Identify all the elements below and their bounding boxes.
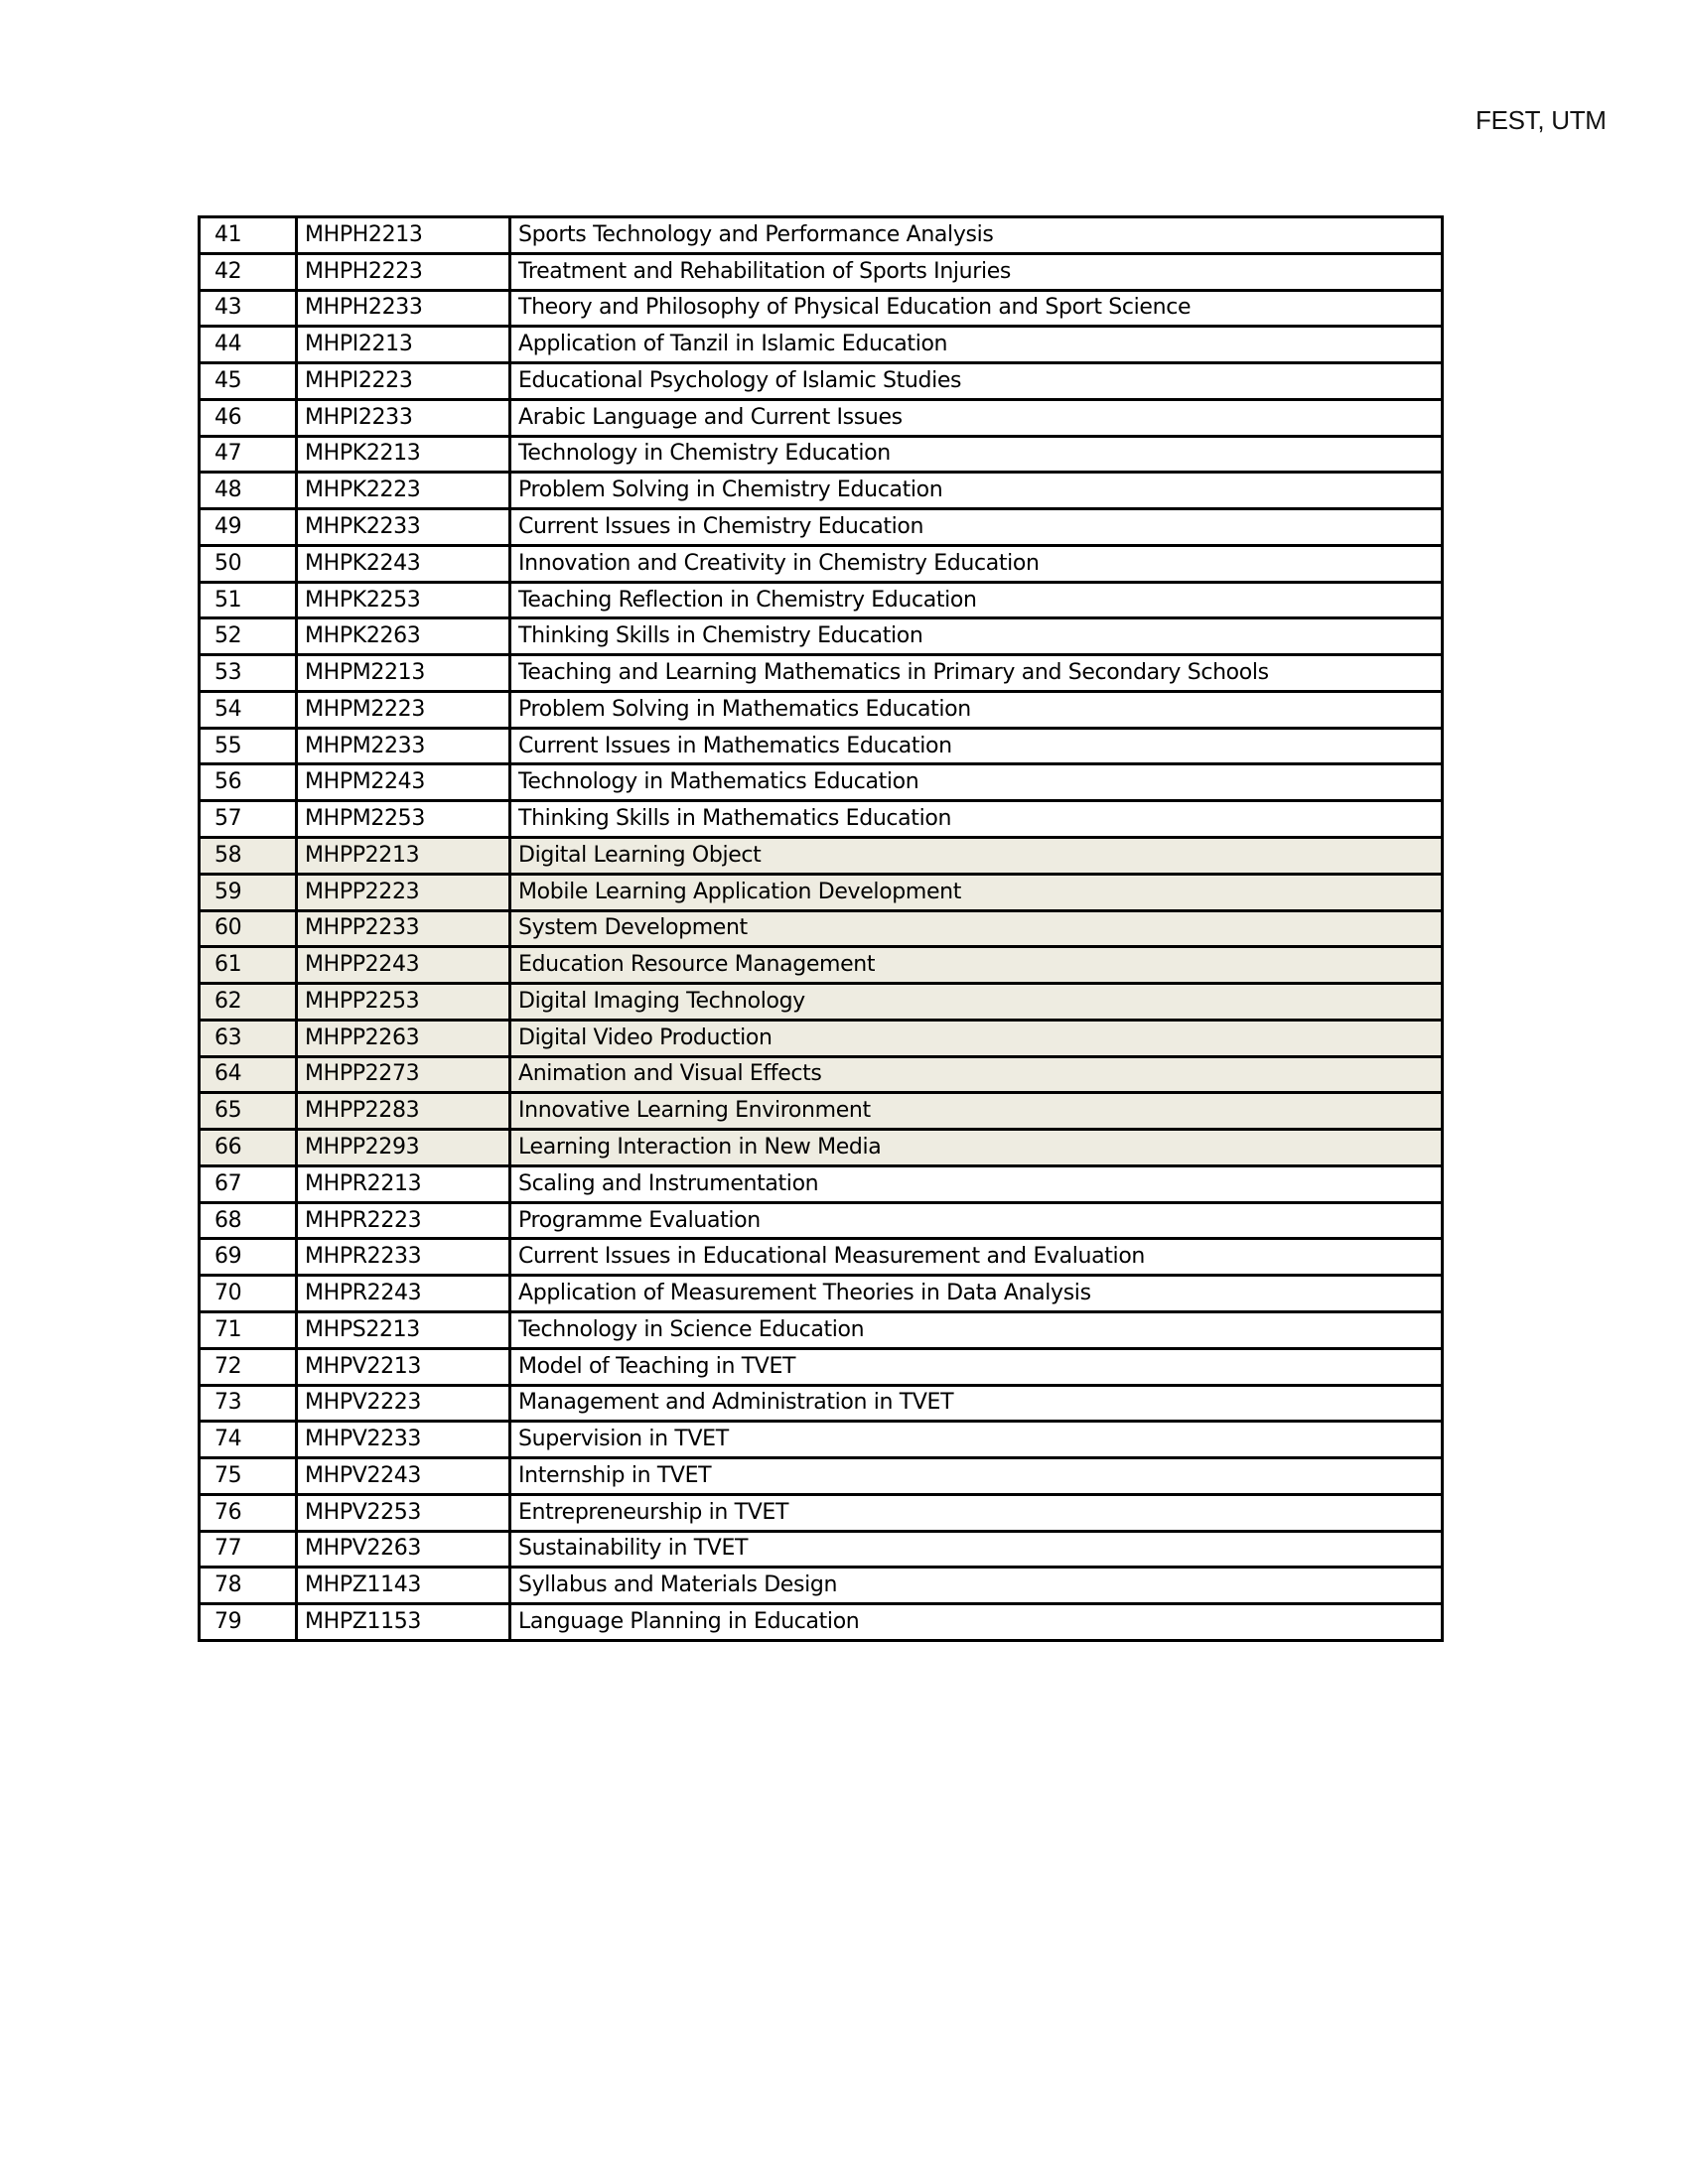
course-name: Teaching and Learning Mathematics in Primary and Secondary Schools — [510, 655, 1443, 692]
table-row — [200, 764, 1443, 801]
table-row — [200, 1311, 1443, 1348]
row-number: 59 — [200, 874, 297, 910]
course-name: Model of Teaching in TVET — [510, 1348, 1443, 1385]
table-row — [200, 655, 1443, 692]
table-row — [200, 436, 1443, 473]
row-number: 48 — [200, 473, 297, 509]
table-row — [200, 1093, 1443, 1130]
course-name: Sports Technology and Performance Analysis — [510, 217, 1443, 254]
table-row — [200, 874, 1443, 910]
course-name: Entrepreneurship in TVET — [510, 1494, 1443, 1531]
course-code: MHPH2223 — [297, 253, 510, 290]
course-code: MHPR2243 — [297, 1276, 510, 1312]
table-row — [200, 1494, 1443, 1531]
course-code: MHPP2273 — [297, 1056, 510, 1093]
course-code: MHPM2213 — [297, 655, 510, 692]
row-number: 61 — [200, 947, 297, 984]
course-code: MHPK2213 — [297, 436, 510, 473]
table-row — [200, 947, 1443, 984]
course-name: Management and Administration in TVET — [510, 1385, 1443, 1422]
course-name: Technology in Chemistry Education — [510, 436, 1443, 473]
course-code: MHPV2253 — [297, 1494, 510, 1531]
row-number: 76 — [200, 1494, 297, 1531]
course-name: Problem Solving in Chemistry Education — [510, 473, 1443, 509]
table-row — [200, 1531, 1443, 1568]
course-code: MHPZ1153 — [297, 1604, 510, 1641]
course-name: Technology in Science Education — [510, 1311, 1443, 1348]
course-code: MHPV2233 — [297, 1422, 510, 1458]
table-row — [200, 1276, 1443, 1312]
table-row — [200, 1348, 1443, 1385]
course-name: Education Resource Management — [510, 947, 1443, 984]
row-number: 70 — [200, 1276, 297, 1312]
course-name: Learning Interaction in New Media — [510, 1130, 1443, 1166]
row-number: 65 — [200, 1093, 297, 1130]
row-number: 60 — [200, 910, 297, 947]
course-table-body — [200, 217, 1443, 1641]
row-number: 57 — [200, 801, 297, 838]
course-name: Application of Measurement Theories in Data Analysis — [510, 1276, 1443, 1312]
table-row — [200, 473, 1443, 509]
row-number: 63 — [200, 1020, 297, 1056]
course-name: Application of Tanzil in Islamic Education — [510, 327, 1443, 363]
course-name: System Development — [510, 910, 1443, 947]
table-row — [200, 217, 1443, 254]
row-number: 79 — [200, 1604, 297, 1641]
table-row — [200, 509, 1443, 546]
row-number: 41 — [200, 217, 297, 254]
row-number: 75 — [200, 1458, 297, 1495]
table-row — [200, 1056, 1443, 1093]
course-code: MHPP2233 — [297, 910, 510, 947]
row-number: 56 — [200, 764, 297, 801]
course-code: MHPI2223 — [297, 363, 510, 400]
row-number: 71 — [200, 1311, 297, 1348]
row-number: 50 — [200, 545, 297, 582]
course-name: Educational Psychology of Islamic Studies — [510, 363, 1443, 400]
table-row — [200, 290, 1443, 327]
row-number: 62 — [200, 984, 297, 1021]
course-name: Animation and Visual Effects — [510, 1056, 1443, 1093]
table-row — [200, 1604, 1443, 1641]
table-row — [200, 1165, 1443, 1202]
row-number: 69 — [200, 1239, 297, 1276]
course-code: MHPP2253 — [297, 984, 510, 1021]
table-row — [200, 1385, 1443, 1422]
course-code: MHPP2293 — [297, 1130, 510, 1166]
table-row — [200, 728, 1443, 764]
course-code: MHPP2263 — [297, 1020, 510, 1056]
row-number: 49 — [200, 509, 297, 546]
course-code: MHPS2213 — [297, 1311, 510, 1348]
table-row — [200, 1422, 1443, 1458]
row-number: 55 — [200, 728, 297, 764]
course-name: Thinking Skills in Chemistry Education — [510, 618, 1443, 655]
page-header: FEST, UTM — [1476, 105, 1607, 135]
course-code: MHPV2213 — [297, 1348, 510, 1385]
table-row — [200, 1458, 1443, 1495]
course-name: Supervision in TVET — [510, 1422, 1443, 1458]
row-number: 43 — [200, 290, 297, 327]
row-number: 66 — [200, 1130, 297, 1166]
table-row — [200, 363, 1443, 400]
course-code: MHPP2283 — [297, 1093, 510, 1130]
course-name: Scaling and Instrumentation — [510, 1165, 1443, 1202]
row-number: 44 — [200, 327, 297, 363]
course-code: MHPV2243 — [297, 1458, 510, 1495]
row-number: 46 — [200, 399, 297, 436]
row-number: 45 — [200, 363, 297, 400]
course-code: MHPK2243 — [297, 545, 510, 582]
row-number: 52 — [200, 618, 297, 655]
course-code: MHPR2233 — [297, 1239, 510, 1276]
course-code: MHPR2213 — [297, 1165, 510, 1202]
table-row — [200, 691, 1443, 728]
course-code: MHPK2223 — [297, 473, 510, 509]
course-name: Innovative Learning Environment — [510, 1093, 1443, 1130]
table-row — [200, 1239, 1443, 1276]
course-code: MHPK2233 — [297, 509, 510, 546]
course-code: MHPR2223 — [297, 1202, 510, 1239]
row-number: 42 — [200, 253, 297, 290]
course-code: MHPK2253 — [297, 582, 510, 618]
row-number: 54 — [200, 691, 297, 728]
course-name: Current Issues in Mathematics Education — [510, 728, 1443, 764]
row-number: 68 — [200, 1202, 297, 1239]
course-code: MHPM2243 — [297, 764, 510, 801]
row-number: 77 — [200, 1531, 297, 1568]
course-name: Syllabus and Materials Design — [510, 1568, 1443, 1604]
table-row — [200, 582, 1443, 618]
table-row — [200, 253, 1443, 290]
course-code: MHPH2213 — [297, 217, 510, 254]
table-row — [200, 545, 1443, 582]
row-number: 53 — [200, 655, 297, 692]
course-name: Current Issues in Chemistry Education — [510, 509, 1443, 546]
course-code: MHPZ1143 — [297, 1568, 510, 1604]
course-code: MHPM2223 — [297, 691, 510, 728]
table-row — [200, 910, 1443, 947]
row-number: 51 — [200, 582, 297, 618]
course-table — [198, 215, 1444, 1642]
course-name: Technology in Mathematics Education — [510, 764, 1443, 801]
course-code: MHPM2233 — [297, 728, 510, 764]
course-name: Teaching Reflection in Chemistry Education — [510, 582, 1443, 618]
row-number: 67 — [200, 1165, 297, 1202]
course-code: MHPV2223 — [297, 1385, 510, 1422]
course-code: MHPP2243 — [297, 947, 510, 984]
table-row — [200, 1202, 1443, 1239]
course-name: Thinking Skills in Mathematics Education — [510, 801, 1443, 838]
row-number: 78 — [200, 1568, 297, 1604]
table-row — [200, 399, 1443, 436]
course-name: Treatment and Rehabilitation of Sports Injuries — [510, 253, 1443, 290]
course-name: Innovation and Creativity in Chemistry Education — [510, 545, 1443, 582]
table-row — [200, 1568, 1443, 1604]
course-name: Current Issues in Educational Measurement and Evaluation — [510, 1239, 1443, 1276]
course-name: Problem Solving in Mathematics Education — [510, 691, 1443, 728]
course-name: Digital Imaging Technology — [510, 984, 1443, 1021]
course-code: MHPI2213 — [297, 327, 510, 363]
table-row — [200, 618, 1443, 655]
course-name: Internship in TVET — [510, 1458, 1443, 1495]
table-row — [200, 1020, 1443, 1056]
row-number: 58 — [200, 838, 297, 875]
row-number: 72 — [200, 1348, 297, 1385]
table-row — [200, 838, 1443, 875]
course-code: MHPP2223 — [297, 874, 510, 910]
row-number: 74 — [200, 1422, 297, 1458]
course-code: MHPM2253 — [297, 801, 510, 838]
course-name: Digital Video Production — [510, 1020, 1443, 1056]
table-row — [200, 801, 1443, 838]
course-code: MHPH2233 — [297, 290, 510, 327]
course-name: Mobile Learning Application Development — [510, 874, 1443, 910]
course-code: MHPI2233 — [297, 399, 510, 436]
row-number: 47 — [200, 436, 297, 473]
course-code: MHPP2213 — [297, 838, 510, 875]
row-number: 73 — [200, 1385, 297, 1422]
course-name: Programme Evaluation — [510, 1202, 1443, 1239]
course-name: Language Planning in Education — [510, 1604, 1443, 1641]
table-row — [200, 1130, 1443, 1166]
course-code: MHPV2263 — [297, 1531, 510, 1568]
table-row — [200, 327, 1443, 363]
course-name: Digital Learning Object — [510, 838, 1443, 875]
row-number: 64 — [200, 1056, 297, 1093]
course-name: Theory and Philosophy of Physical Education and Sport Science — [510, 290, 1443, 327]
course-name: Sustainability in TVET — [510, 1531, 1443, 1568]
course-name: Arabic Language and Current Issues — [510, 399, 1443, 436]
table-row — [200, 984, 1443, 1021]
course-code: MHPK2263 — [297, 618, 510, 655]
